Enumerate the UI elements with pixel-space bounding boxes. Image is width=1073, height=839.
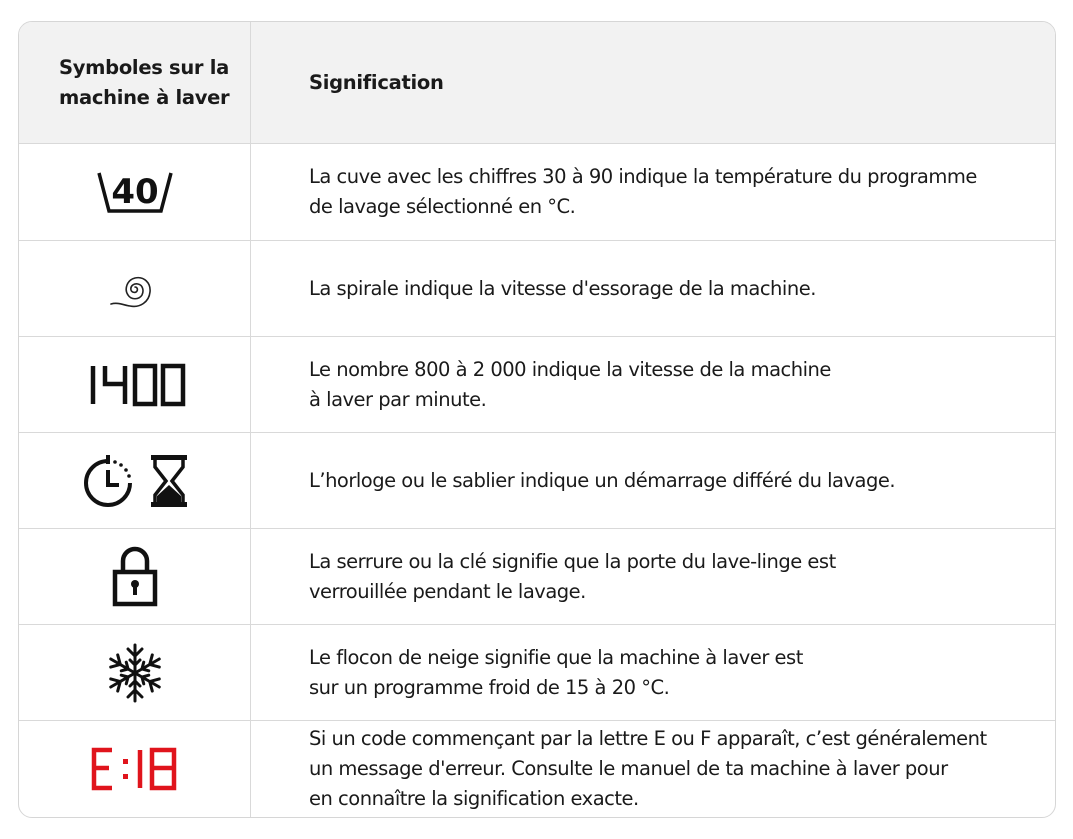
symbol-cell: [19, 337, 251, 432]
padlock-icon: [112, 546, 158, 608]
meaning-text: Si un code commençant par la lettre E ou F apparaît, c’est généralement un message d'erreur. Consulte le manuel de ta machine à laver pour en connaître la signification exacte.: [309, 727, 987, 810]
header-symbols-label: Symboles sur la machine à laver: [59, 55, 230, 109]
table-row: [19, 721, 1055, 817]
symbol-cell: [19, 241, 251, 336]
symbol-cell: [19, 144, 251, 240]
tub-temperature-text: 40: [110, 172, 159, 212]
error-code-icon: [90, 747, 180, 791]
wash-tub-40-icon: [95, 167, 175, 217]
snowflake-icon: [104, 642, 166, 704]
meaning-cell: [251, 433, 1055, 528]
meaning-cell: [251, 337, 1055, 432]
symbols-table: [18, 21, 1056, 818]
header-meaning-label: Signification: [309, 70, 444, 94]
meaning-text: Le flocon de neige signifie que la machine à laver est sur un programme froid de 15 à 20 °C.: [309, 645, 803, 699]
meaning-cell: [251, 721, 1055, 817]
digital-1400-icon: [83, 363, 187, 407]
meaning-cell: [251, 144, 1055, 240]
meaning-text: La cuve avec les chiffres 30 à 90 indique la température du programme de lavage sélectionné en °C.: [309, 165, 977, 218]
meaning-text: La spirale indique la vitesse d'essorage de la machine.: [309, 276, 816, 300]
meaning-cell: [251, 529, 1055, 624]
table-row: [19, 241, 1055, 337]
table-row: [19, 625, 1055, 721]
hourglass-icon: [149, 453, 189, 509]
table-row: [19, 337, 1055, 433]
symbol-cell: [19, 721, 251, 817]
header-meaning-cell: [251, 22, 1055, 143]
table-row: [19, 144, 1055, 241]
symbol-cell: [19, 529, 251, 624]
table-header-row: [19, 22, 1055, 144]
symbol-cell: [19, 433, 251, 528]
symbol-cell: [19, 625, 251, 720]
table-row: [19, 433, 1055, 529]
meaning-text: La serrure ou la clé signifie que la porte du lave-linge est verrouillée pendant le lavage.: [309, 549, 836, 603]
meaning-text: Le nombre 800 à 2 000 indique la vitesse de la machine à laver par minute.: [309, 357, 831, 411]
spiral-icon: [103, 257, 167, 321]
header-symbols-cell: [19, 22, 251, 143]
timer-icon: [81, 452, 135, 510]
table-row: [19, 529, 1055, 625]
meaning-text: L’horloge ou le sablier indique un démarrage différé du lavage.: [309, 468, 896, 492]
meaning-cell: [251, 241, 1055, 336]
meaning-cell: [251, 625, 1055, 720]
